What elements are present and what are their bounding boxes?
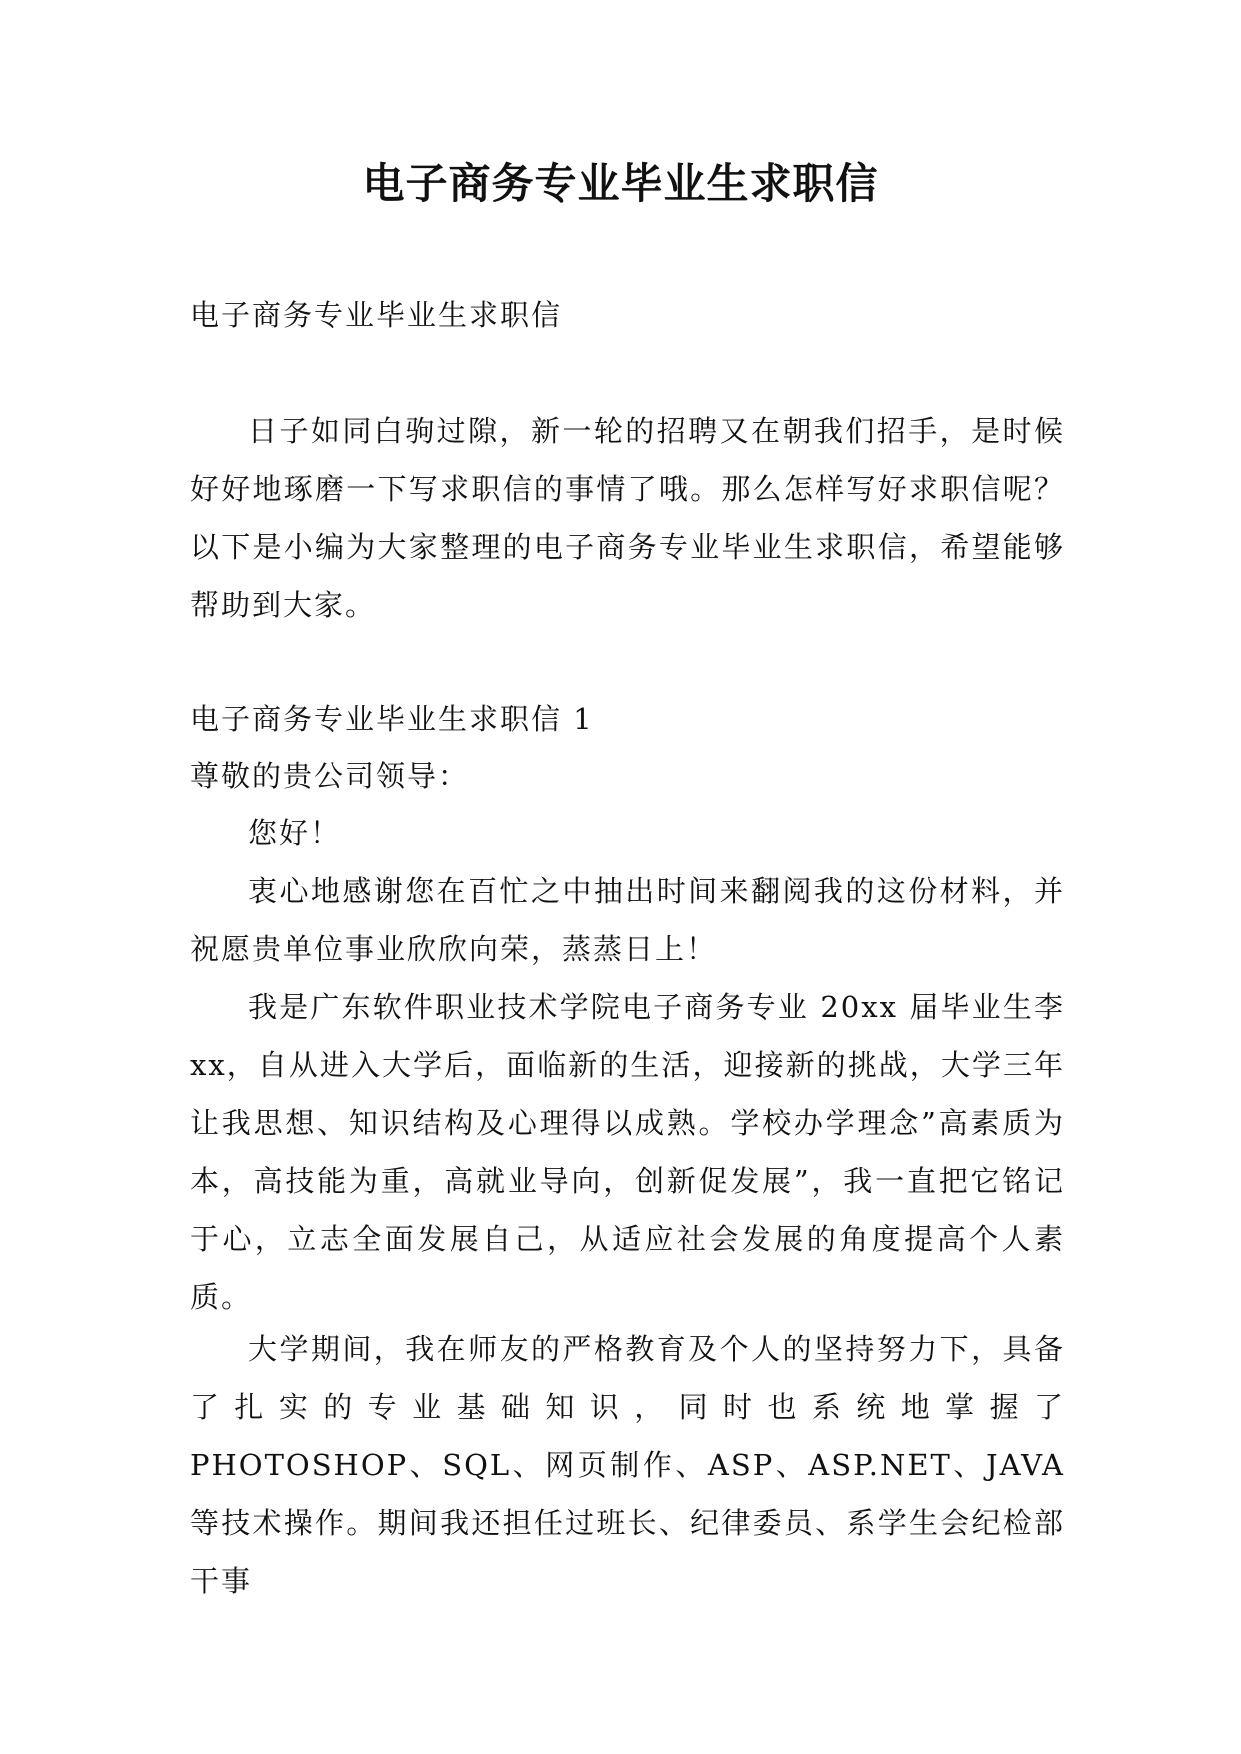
letter-heading: 电子商务专业毕业生求职信 1 (190, 702, 594, 736)
paragraph-university-experience: 大学期间，我在师友的严格教育及个人的坚持努力下，具备了扎实的专业基础知识，同时也系统地掌握了 PHOTOSHOP、SQL、网页制作、ASP、ASP.NET、JAVA 等技术操作。期间我还担任过班长、纪律委员、系学生会纪检部干事 (190, 1332, 1065, 1598)
document-title: 电子商务专业毕业生求职信 (362, 159, 879, 208)
greeting: 您好！ (248, 816, 342, 850)
document-subtitle: 电子商务专业毕业生求职信 (190, 298, 563, 332)
salutation: 尊敬的贵公司领导： (190, 759, 470, 793)
paragraph-thanks: 衷心地感谢您在百忙之中抽出时间来翻阅我的这份材料，并祝愿贵单位事业欣欣向荣，蒸蒸日上！ (190, 874, 1065, 966)
intro-paragraph: 日子如同白驹过隙，新一轮的招聘又在朝我们招手，是时候好好地琢磨一下写求职信的事情了哦。那么怎样写好求职信呢？以下是小编为大家整理的电子商务专业毕业生求职信，希望能够帮助到大家。 (190, 414, 1065, 622)
paragraph-self-introduction: 我是广东软件职业技术学院电子商务专业 20xx 届毕业生李 xx，自从进入大学后，面临新的生活，迎接新的挑战，大学三年让我思想、知识结构及心理得以成熟。学校办学理念”高素质为本，高技能为重，高就业导向，创新促发展”，我一直把它铭记于心，立志全面发展自己，从适应社会发展的角度提高个人素质。 (190, 990, 1065, 1314)
